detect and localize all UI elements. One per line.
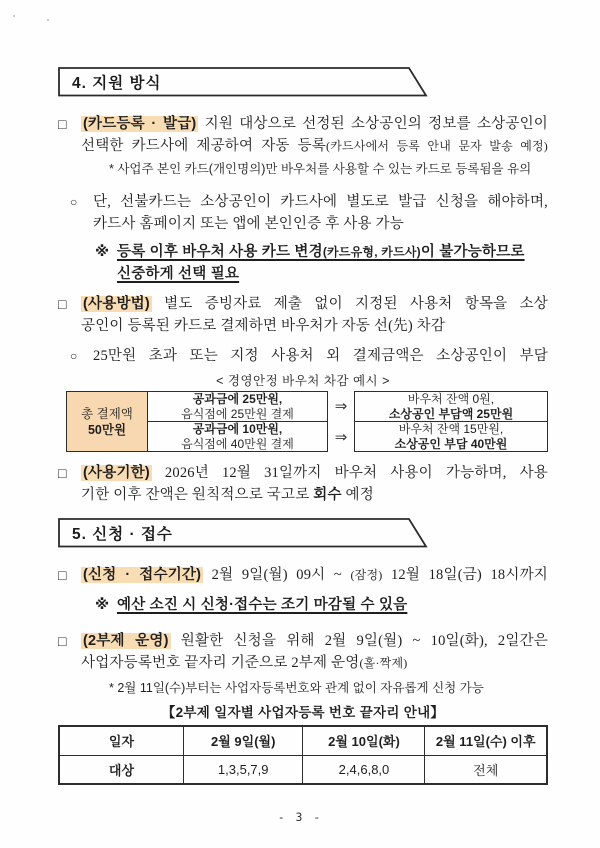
reference-mark-icon: ※ xyxy=(95,244,110,260)
card-registration-text-1: 지원 대상으로 선정된 소상공인의 정보를 소상공인이 xyxy=(198,116,548,132)
warning-text: 등록 이후 바우처 사용 카드 변경 xyxy=(117,244,323,260)
application-period-text-b: 12월 18일(금) 18시까지 xyxy=(382,567,548,583)
usage-deadline-text-2b: 회수 xyxy=(313,487,342,503)
body-line xyxy=(81,564,548,586)
card-registration-note: * 사업주 본인 카드(개인명의)만 바우처를 사용할 수 있는 카드로 등록됨을 유의 xyxy=(109,162,532,176)
scan-speck xyxy=(13,15,15,17)
budget-warning xyxy=(95,594,548,616)
checkbox-icon: □ xyxy=(58,465,67,481)
usage-deadline-label: (사용기한) xyxy=(83,465,150,481)
schedule-table xyxy=(58,725,548,785)
section-4-banner xyxy=(58,67,428,97)
excess-payment-item xyxy=(70,345,548,367)
arrows-column xyxy=(328,391,354,452)
warning-line xyxy=(117,263,525,285)
body-line: 공인이 등록된 카드로 결제하면 바우처가 자동 선(先) 차감 xyxy=(81,318,446,334)
total-payment-box xyxy=(66,391,148,452)
body-line xyxy=(81,652,548,674)
payment-case-2-line1: 공과금에 10만원, xyxy=(192,422,283,436)
checkbox-icon: □ xyxy=(58,567,67,583)
double-arrow-icon: ⇒ xyxy=(334,428,348,446)
usage-deadline-text-2c: 예정 xyxy=(341,487,374,503)
warning-paren: (카드유형, 카드사) xyxy=(322,245,421,259)
body-line xyxy=(81,630,548,652)
card-change-warning xyxy=(95,241,548,285)
header-feb11-after: 2월 11일(수) 이후 xyxy=(425,726,547,755)
payment-case-1-line2: 음식점에 25만원 결제 xyxy=(181,406,294,421)
warning-text: 신중하게 선택 필요 xyxy=(117,266,240,282)
result-case-2-line2: 소상공인 부담 40만원 xyxy=(394,436,508,451)
reference-mark-icon: ※ xyxy=(95,597,110,613)
two-part-system-paren: (홀·짝제) xyxy=(359,656,408,670)
row-label-target: 대상 xyxy=(59,755,183,784)
application-period-item xyxy=(58,564,548,586)
section-5-title: 5. 신청 · 접수 xyxy=(72,526,173,543)
schedule-table-header-row xyxy=(59,726,547,755)
usage-method-label: (사용방법) xyxy=(83,296,150,312)
application-period-text-a: 2월 9일(월) 09시 ~ xyxy=(203,567,351,583)
usage-method-item xyxy=(58,293,548,337)
body-line: 25만원 초과 또는 지정 사용처 외 결제금액은 소상공인이 부담 xyxy=(93,348,548,364)
usage-deadline-text-1: 2026년 12월 31일까지 바우처 사용이 가능하며, 사용 xyxy=(151,465,548,481)
checkbox-icon: □ xyxy=(58,633,67,649)
payment-case-1-line1: 공과금에 25만원, xyxy=(192,392,283,406)
warning-line xyxy=(117,594,407,616)
usage-deadline-item xyxy=(58,462,548,506)
section-5-banner xyxy=(58,518,428,548)
body-line xyxy=(81,135,548,157)
card-registration-label: (카드등록 · 발급) xyxy=(83,116,197,132)
application-period-label: (신청 · 접수기간) xyxy=(83,567,202,583)
target-feb10: 2,4,6,8,0 xyxy=(303,755,425,784)
checkbox-icon: □ xyxy=(58,116,67,132)
header-feb9: 2월 9일(월) xyxy=(183,726,303,755)
circle-bullet-icon: ○ xyxy=(70,349,78,363)
schedule-table-title: 【2부제 일자별 사업자등록 번호 끝자리 안내】 xyxy=(161,705,445,720)
double-arrow-icon: ⇒ xyxy=(334,398,348,416)
result-case-2-line1: 바우처 잔액 15만원, xyxy=(398,422,504,436)
header-feb10: 2월 10일(화) xyxy=(303,726,425,755)
two-part-system-note: * 2월 11일(수)부터는 사업자등록번호와 관계 없이 자유롭게 신청 가능 xyxy=(109,681,484,695)
example-caption: < 경영안정 바우처 차감 예시 > xyxy=(216,374,390,388)
result-case-1-line1: 바우처 잔액 0원, xyxy=(407,392,495,406)
card-registration-item xyxy=(58,113,548,179)
prepaid-card-item xyxy=(70,191,548,235)
card-registration-paren: (카드사에서 등록 안내 문자 발송 예정) xyxy=(326,139,549,153)
body-line: 단, 선불카드는 소상공인이 카드사에 별도로 발급 신청을 해야하며, xyxy=(93,194,548,210)
usage-method-text-1: 별도 증빙자료 제출 없이 지정된 사용처 항목을 소상 xyxy=(151,296,548,312)
schedule-table-data-row xyxy=(59,755,547,784)
total-payment-label: 총 결제액 xyxy=(81,406,133,421)
two-part-system-text-2: 사업자등록번호 끝자리 기준으로 2부제 운영 xyxy=(81,655,360,671)
application-period-tentative: (잠정) xyxy=(350,568,383,582)
two-part-system-label: (2부제 운영) xyxy=(83,633,169,649)
payment-cases-box xyxy=(148,391,328,452)
card-registration-text-2: 선택한 카드사에 제공하여 자동 등록 xyxy=(81,138,326,154)
header-date: 일자 xyxy=(59,726,183,755)
payment-case-2-line2: 음식점에 40만원 결제 xyxy=(181,436,294,451)
body-line xyxy=(81,113,548,135)
target-feb9: 1,3,5,7,9 xyxy=(183,755,303,784)
payment-case-1 xyxy=(148,392,327,422)
two-part-system-item xyxy=(58,630,548,698)
warning-line xyxy=(117,241,525,263)
result-cases-box xyxy=(354,391,548,452)
body-line: 카드사 홈페이지 또는 앱에 본인인증 후 사용 가능 xyxy=(93,216,404,232)
result-case-2 xyxy=(355,422,547,451)
usage-deadline-text-2a: 기한 이후 잔액은 원칙적으로 국고로 xyxy=(81,487,314,503)
circle-bullet-icon: ○ xyxy=(70,195,78,209)
warning-text: 이 불가능하므로 xyxy=(420,244,525,260)
budget-warning-text: 예산 소진 시 신청·접수는 조기 마감될 수 있음 xyxy=(117,597,408,613)
result-case-1 xyxy=(355,392,547,422)
section-4-title: 4. 지원 방식 xyxy=(72,75,162,92)
two-part-system-text-1: 원활한 신청을 위해 2월 9일(월) ~ 10일(화), 2일간은 xyxy=(170,633,548,649)
scan-speck xyxy=(47,19,49,21)
checkbox-icon: □ xyxy=(58,296,67,312)
result-case-1-line2: 소상공인 부담액 25만원 xyxy=(388,406,514,421)
page-number: - 3 - xyxy=(277,810,323,824)
target-feb11-after: 전체 xyxy=(425,755,547,784)
payment-case-2 xyxy=(148,422,327,451)
total-payment-amount: 50만원 xyxy=(87,422,127,437)
body-line xyxy=(81,293,548,315)
body-line xyxy=(81,462,548,484)
body-line xyxy=(81,484,548,506)
deduction-example-diagram xyxy=(66,391,548,452)
